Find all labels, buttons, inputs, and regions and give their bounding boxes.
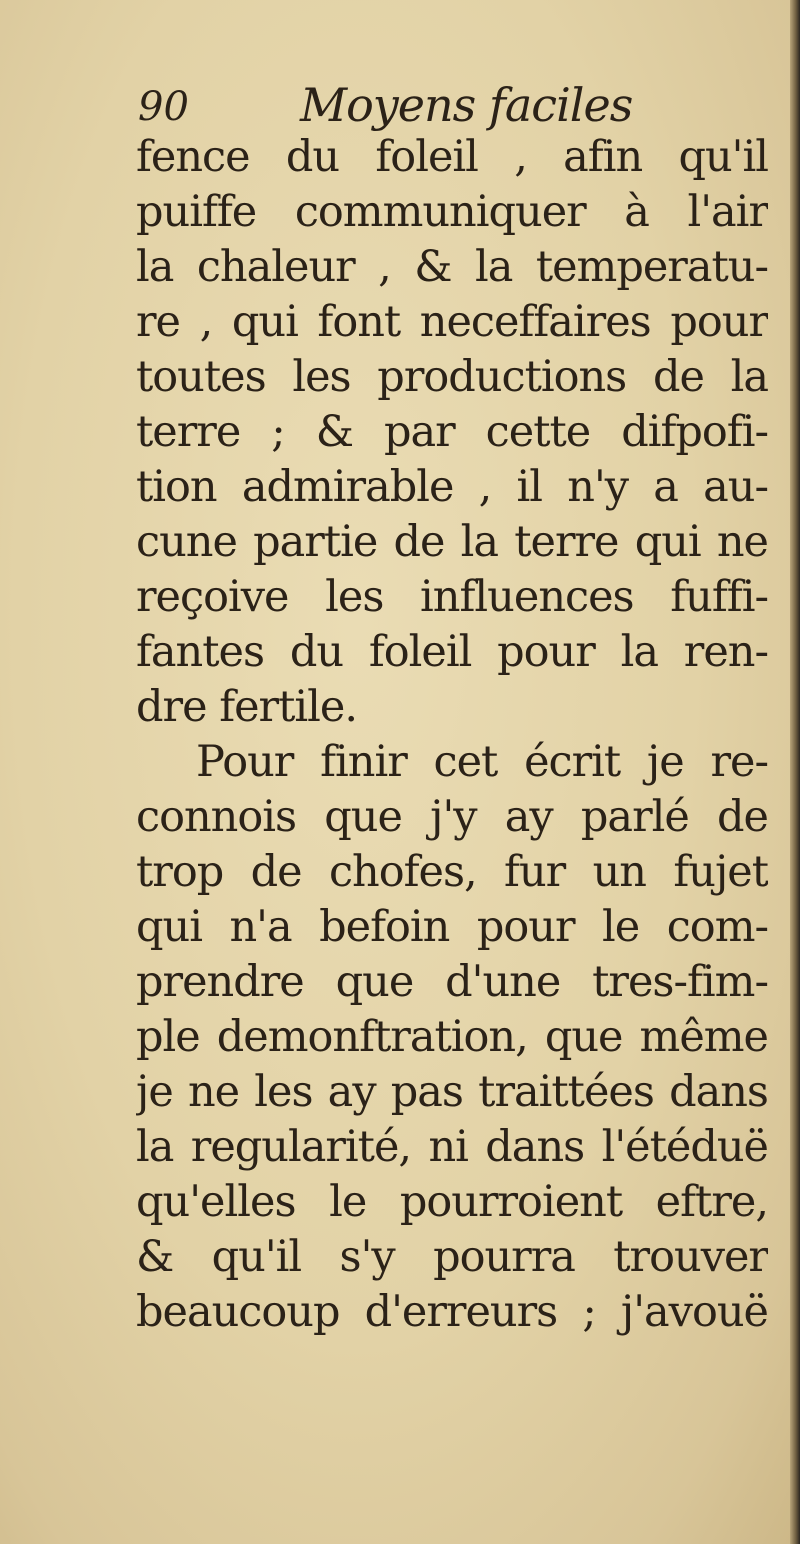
text-line: & qu'il s'y pourra trouver [136,1232,768,1282]
text-line: tion admirable , il n'y a au- [136,462,768,512]
text-line: qui n'a befoin pour le com- [136,902,768,952]
text-line: fence du foleil , afin qu'il [136,132,768,182]
text-line: terre ; & par cette difpofi- [136,407,768,457]
page-number: 90 [138,84,189,130]
text-line: la chaleur , & la temperatu- [136,242,768,292]
paragraph-start-line: Pour finir cet écrit je re- [196,737,768,787]
text-line: ple demonftration, que même [136,1012,768,1062]
text-line: re , qui font neceffaires pour [136,297,768,347]
text-line: la regularité, ni dans l'étéduë [136,1122,768,1172]
text-line: cune partie de la terre qui ne [136,517,768,567]
text-line: trop de chofes, fur un fujet [136,847,768,897]
book-spine-edge [790,0,800,1544]
running-title: Moyens faciles [300,78,633,132]
text-line: dre fertile. [136,682,358,732]
text-line: puiffe communiquer à l'air [136,187,768,237]
text-line: reçoive les influences fuffi- [136,572,768,622]
text-line: qu'elles le pourroient eftre, [136,1177,768,1227]
text-line: beaucoup d'erreurs ; j'avouë [136,1287,768,1337]
text-line: prendre que d'une tres-fim- [136,957,768,1007]
text-line: connois que j'y ay parlé de [136,792,768,842]
text-line: je ne les ay pas traittées dans [136,1067,768,1117]
body-text [136,130,768,1340]
text-line: fantes du foleil pour la ren- [136,627,768,677]
text-line: toutes les productions de la [136,352,768,402]
